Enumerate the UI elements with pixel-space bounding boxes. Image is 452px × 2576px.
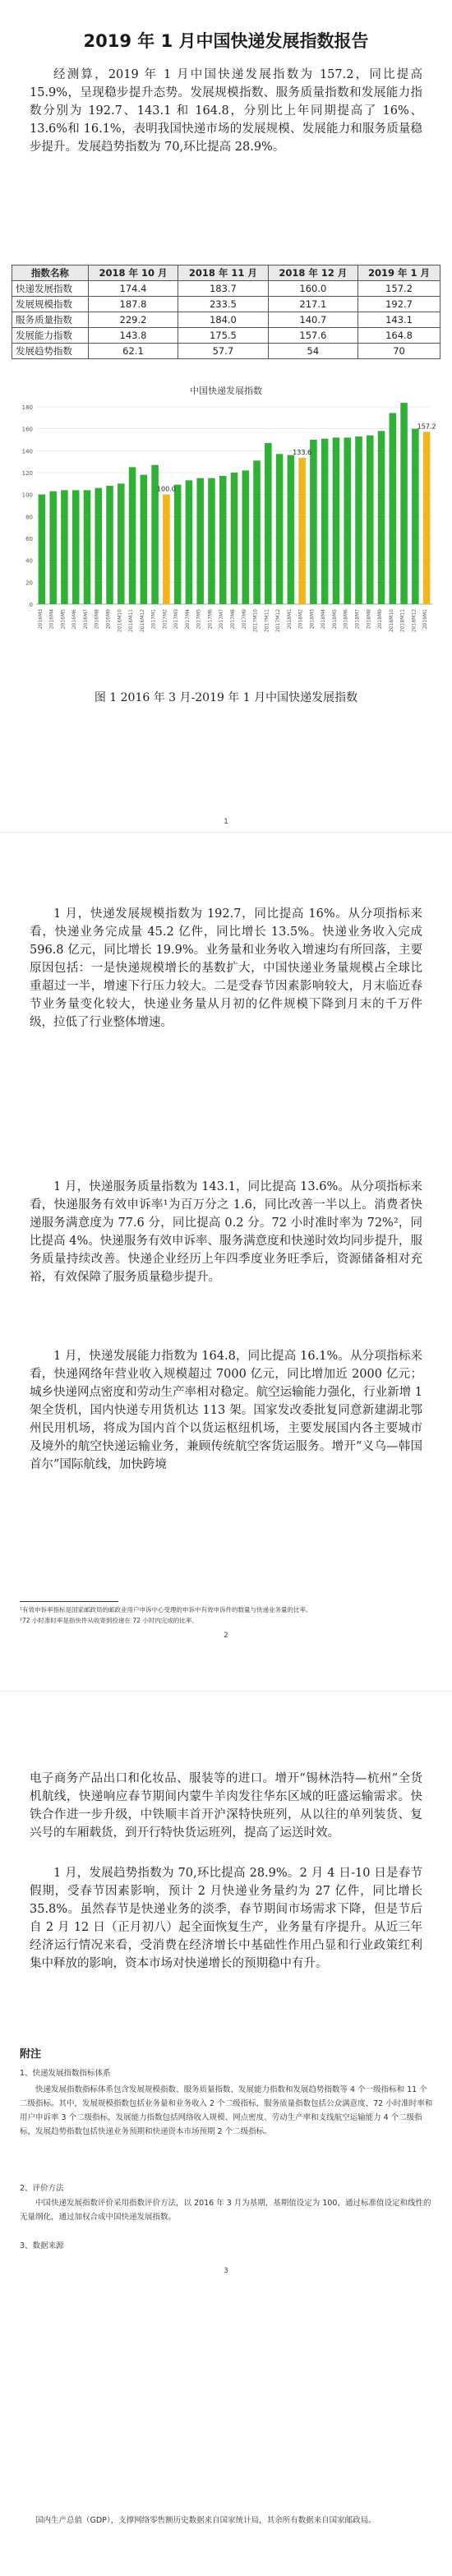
table-cell: 发展规模指数	[12, 297, 89, 312]
appendix-paragraph-2: 中国快递发展指数评价采用指数评价方法，以 2016 年 3 月为基期，基期值设定为 100，通过标准值设定和线性的无量纲化，通过加权合成中国快递发展指数。	[20, 2199, 431, 2222]
x-tick-label: 2018M2	[297, 609, 304, 630]
table-cell: 175.5	[178, 328, 268, 344]
scale-index-paragraph: 1 月，快递发展规模指数为 192.7，同比提高 16%。从分项指标来看，快递业务完成量 45.2 亿件，同比增长 13.5%。快递业务收入完成 596.8 亿元，同比增长 19.9%。业务量和业务收入增速均有所回落，主要原因包括：一是快递规模增长的基数扩大，中国快递业务量规模占全球比重超过一半，增速下行压力较大。二是受春节因素影响较大，月末临近春节业务量变化较大，快递业务量从月初的亿件规模下降到月末的千万件级，拉低了行业整体增速。	[30, 907, 422, 1029]
bar-2017M3	[174, 485, 182, 604]
table-row	[12, 281, 440, 297]
bar-2017M8	[231, 473, 238, 604]
y-tick-label: 80	[25, 514, 33, 521]
trend-index-paragraph: 1 月，发展趋势指数为 70,环比提高 28.9%。2 月 4 日-10 日是春节假期，受春节因素影响，预计 2 月快递业务量约为 27 亿件，同比增长 35.8%。虽然春节是快递业务的淡季，春节期间市场需求下降，但是节后自 2 月 12 日（正月初八）起全面恢复生产，业务量有序提升。从近三年经济运行情况来看，受消费在经济增长中基础性作用凸显和行业政策红利集中释放的影响，资本市场对快递增长的预期稳中有升。	[30, 1867, 422, 1970]
x-tick-label: 2017M4	[184, 609, 191, 630]
appendix-heading-2: 2、评价方法	[20, 2184, 64, 2193]
bar-2016M6	[72, 490, 80, 604]
bar-2016M8	[95, 488, 102, 604]
x-tick-label: 2019M1	[422, 609, 429, 630]
x-tick-label: 2016M10	[117, 609, 123, 633]
bar-2016M9	[106, 486, 113, 604]
bar-chart-svg	[12, 382, 440, 658]
table-row	[12, 344, 440, 359]
x-tick-label: 2018M10	[388, 609, 394, 633]
y-tick-label: 60	[25, 536, 33, 542]
capacity-index-paragraph: 1 月，快递发展能力指数为 164.8，同比提高 16.1%。从分项指标来看，快递网络年营业收入规模超过 7000 亿元，同比增加近 2000 亿元；城乡快递网点密度和劳动生产率相对稳定。航空运输能力强化，行业新增 1 架全货机，国内快递专用货机达 113 架。国家发改委批复同意新建湖北鄂州民用机场，将成为国内首个以货运枢纽机场，主要发展国内各主要城市及境外的航空快递运输业务，兼顾传统航空客货运服务。增开“义乌—韩国首尔”国际航线，加快跨境	[30, 1350, 422, 1471]
table-cell: 157.6	[268, 328, 357, 344]
table-cell: 服务质量指数	[12, 312, 89, 328]
bar-2017M4	[186, 480, 193, 604]
x-tick-label: 2017M9	[241, 609, 247, 630]
x-tick-label: 2017M12	[275, 609, 282, 633]
table-cell: 143.8	[88, 328, 178, 344]
table-header: 2018 年 11 月	[178, 265, 268, 281]
data-label-2017M2: 100.0	[156, 485, 176, 493]
report-page-2	[0, 832, 452, 1692]
bar-2016M3	[39, 495, 46, 604]
bar-2018M12	[412, 429, 419, 604]
table-cell: 183.7	[178, 281, 268, 297]
appendix-heading-1: 1、快递发展指数指标体系	[20, 2069, 111, 2078]
x-tick-label: 2016M7	[82, 609, 89, 630]
y-axis-ticks	[22, 404, 33, 608]
table-header: 2018 年 10 月	[88, 265, 178, 281]
table-cell: 229.2	[88, 312, 178, 328]
bar-2016M10	[118, 483, 125, 604]
x-tick-label: 2018M5	[331, 609, 338, 630]
table-row	[12, 312, 440, 328]
bar-2018M3	[310, 440, 317, 604]
x-tick-label: 2018M1	[286, 609, 293, 630]
table-cell: 187.8	[88, 297, 178, 312]
bar-2018M2	[298, 458, 306, 604]
x-tick-label: 2016M3	[37, 609, 44, 630]
x-tick-label: 2017M7	[219, 609, 225, 630]
report-page-1	[0, 0, 452, 832]
quality-index-paragraph: 1 月，快递服务质量指数为 143.1，同比提高 13.6%。从分项指标来看，快递服务有效申诉率¹为百万分之 1.6，同比改善一半以上。消费者快递服务满意度为 77.6 分，同比提高 0.2 分。72 小时准时率为 72%²，同比提高 4%。快递服务有效申诉率、服务满意度和快递时效均同步提升，服务质量持续改善。快递企业经历上年四季度业务旺季后，资源储备相对充裕，有效保障了服务质量稳步提升。	[30, 1180, 422, 1284]
data-source-paragraph: 国内生产总值（GDP），支撑网络零售额历史数据来自国家统计局，其余所有数据来自国家邮政局。	[35, 2516, 376, 2525]
table-header: 指数名称	[12, 265, 89, 281]
bar-2018M6	[344, 437, 351, 604]
intro-paragraph: 经测算，2019 年 1 月中国快递发展指数为 157.2，同比提高 15.9%，呈现稳步提升态势。发展规模指数、服务质量指数和发展能力指数分别为 192.7、143.1 和 164.8，分别比上年同期提高了 16%、13.6%和 16.1%，表明我国快递市场的发展规模、发展能力和服务质量稳步提升。发展趋势指数为 70,环比提高 28.9%。	[30, 68, 422, 154]
bar-2018M5	[333, 437, 340, 604]
table-cell: 217.1	[268, 297, 357, 312]
table-cell: 发展能力指数	[12, 328, 89, 344]
bar-2017M9	[242, 470, 250, 604]
x-tick-label: 2016M5	[60, 609, 67, 630]
bar-2019M1	[423, 432, 431, 604]
x-tick-label: 2016M11	[128, 609, 135, 633]
x-tick-label: 2016M9	[105, 609, 112, 630]
table-cell: 54	[268, 344, 357, 359]
x-tick-label: 2018M7	[354, 609, 361, 630]
bar-2016M7	[84, 490, 91, 604]
x-tick-label: 2016M6	[71, 609, 78, 630]
bar-2017M7	[219, 476, 227, 604]
appendix-title: 附注	[20, 2048, 42, 2061]
bar-2017M5	[196, 478, 204, 604]
bar-2016M12	[141, 475, 148, 604]
y-tick-label: 140	[21, 448, 33, 455]
x-tick-label: 2018M11	[399, 609, 406, 633]
x-tick-label: 2016M8	[94, 609, 100, 630]
bar-2017M12	[276, 454, 284, 604]
capacity-index-continued: 电子商务产品出口和化妆品、服装等的进口。增开“锡林浩特—杭州”全货机航线，快递响应春节期间内蒙牛羊肉发往华东区域的旺盛运输需求。快铁合作进一步升级，中铁顺丰首开沪深特快班列，从以往的单列装货、复兴号的车厢载货，到开行特快货运班列，提高了运送时效。	[30, 1772, 422, 1840]
x-tick-label: 2017M1	[150, 609, 157, 630]
x-tick-label: 2017M11	[264, 609, 270, 633]
x-axis-ticks	[38, 609, 428, 632]
bar-2017M10	[253, 460, 261, 604]
table-cell: 快递发展指数	[12, 281, 89, 297]
table-row	[12, 297, 440, 312]
x-tick-label: 2017M6	[207, 609, 214, 630]
bar-2018M4	[321, 439, 329, 604]
report-title: 2019 年 1 月中国快递发展指数报告	[83, 31, 369, 51]
x-tick-label: 2017M10	[252, 609, 259, 633]
table-cell: 70	[358, 344, 440, 359]
table-header: 2019 年 1 月	[358, 265, 440, 281]
table-cell: 140.7	[268, 312, 357, 328]
appendix-heading-3: 3、数据来源	[20, 2241, 64, 2251]
bar-2017M6	[208, 478, 215, 604]
y-tick-label: 160	[21, 426, 33, 433]
x-tick-label: 2017M3	[173, 609, 180, 630]
table-cell: 发展趋势指数	[12, 344, 89, 359]
x-tick-label: 2018M8	[366, 609, 372, 630]
table-cell: 160.0	[268, 281, 357, 297]
x-tick-label: 2018M4	[321, 609, 327, 630]
x-tick-label: 2018M9	[377, 609, 384, 630]
table-cell: 143.1	[358, 312, 440, 328]
table-row	[12, 328, 440, 344]
table-cell: 233.5	[178, 297, 268, 312]
y-tick-label: 180	[21, 404, 33, 411]
x-tick-label: 2017M2	[162, 609, 168, 630]
y-tick-label: 0	[29, 602, 33, 608]
footnote-1: ¹有效申诉率指标是国家邮政局的邮政业用户申诉中心受理的申诉中有效申诉件的数量与快递业务量的比率。	[20, 1606, 312, 1613]
express-index-chart	[12, 382, 440, 658]
y-tick-label: 100	[21, 492, 33, 499]
bar-2016M11	[129, 467, 136, 604]
x-tick-label: 2016M4	[48, 609, 55, 630]
table-cell: 57.7	[178, 344, 268, 359]
page-number: 1	[224, 818, 228, 826]
x-tick-label: 2017M5	[196, 609, 202, 630]
table-cell: 174.4	[88, 281, 178, 297]
y-tick-label: 20	[25, 579, 33, 587]
table-cell: 192.7	[358, 297, 440, 312]
appendix-paragraph-1: 快递发展指数指标体系包含发展规模指数、服务质量指数、发展能力指数和发展趋势指数等 4 个一级指标和 11 个二级指标。其中，发展规模指数包括业务量和业务收入 2 个二级指标，服务质量指数包括公众满意度、72 小时准时率和用户申诉率 3 个二级指标，发展能力指数包括网络收入规模、网点密度、劳动生产率和支线航空运输能力 4 个二级指标，发展趋势指数包括快递业务预期和快递资本市场预期 2 个二级指标。	[20, 2085, 433, 2136]
table-header-row	[12, 265, 440, 281]
page-number: 2	[224, 1632, 228, 1640]
footnote-rule	[20, 1601, 118, 1602]
y-tick-label: 120	[21, 470, 33, 477]
chart-title: 中国快递发展指数	[190, 385, 262, 396]
bar-2018M1	[288, 455, 295, 604]
bar-2018M10	[390, 413, 397, 604]
table-cell: 157.2	[358, 281, 440, 297]
index-table	[12, 265, 440, 359]
y-tick-label: 40	[25, 557, 33, 565]
bar-2017M2	[163, 495, 170, 604]
x-tick-label: 2018M3	[309, 609, 316, 630]
table-cell: 184.0	[178, 312, 268, 328]
report-page-3	[0, 1691, 452, 2576]
data-label-2018M2: 133.6	[293, 448, 312, 456]
footnote-2: ²72 小时准时率是指快件从收寄到投递在 72 小时内完成的比率。	[20, 1617, 198, 1624]
bar-2017M11	[265, 443, 272, 604]
data-label-2019M1: 157.2	[417, 422, 436, 431]
page-number: 3	[224, 2267, 228, 2275]
x-tick-label: 2016M12	[139, 609, 145, 633]
bar-2016M5	[61, 490, 68, 604]
bar-2018M8	[367, 436, 374, 604]
x-tick-label: 2018M12	[411, 609, 417, 633]
bar-2018M9	[378, 431, 385, 604]
bar-2018M7	[355, 436, 362, 604]
chart-bars	[39, 403, 431, 604]
x-tick-label: 2017M8	[230, 609, 236, 630]
table-cell: 164.8	[358, 328, 440, 344]
bar-2018M11	[400, 403, 408, 604]
figure-caption: 图 1 2016 年 3 月-2019 年 1 月中国快递发展指数	[94, 691, 358, 704]
bar-2016M4	[49, 492, 57, 604]
x-tick-label: 2018M6	[343, 609, 349, 630]
table-cell: 62.1	[88, 344, 178, 359]
table-header: 2018 年 12 月	[268, 265, 357, 281]
